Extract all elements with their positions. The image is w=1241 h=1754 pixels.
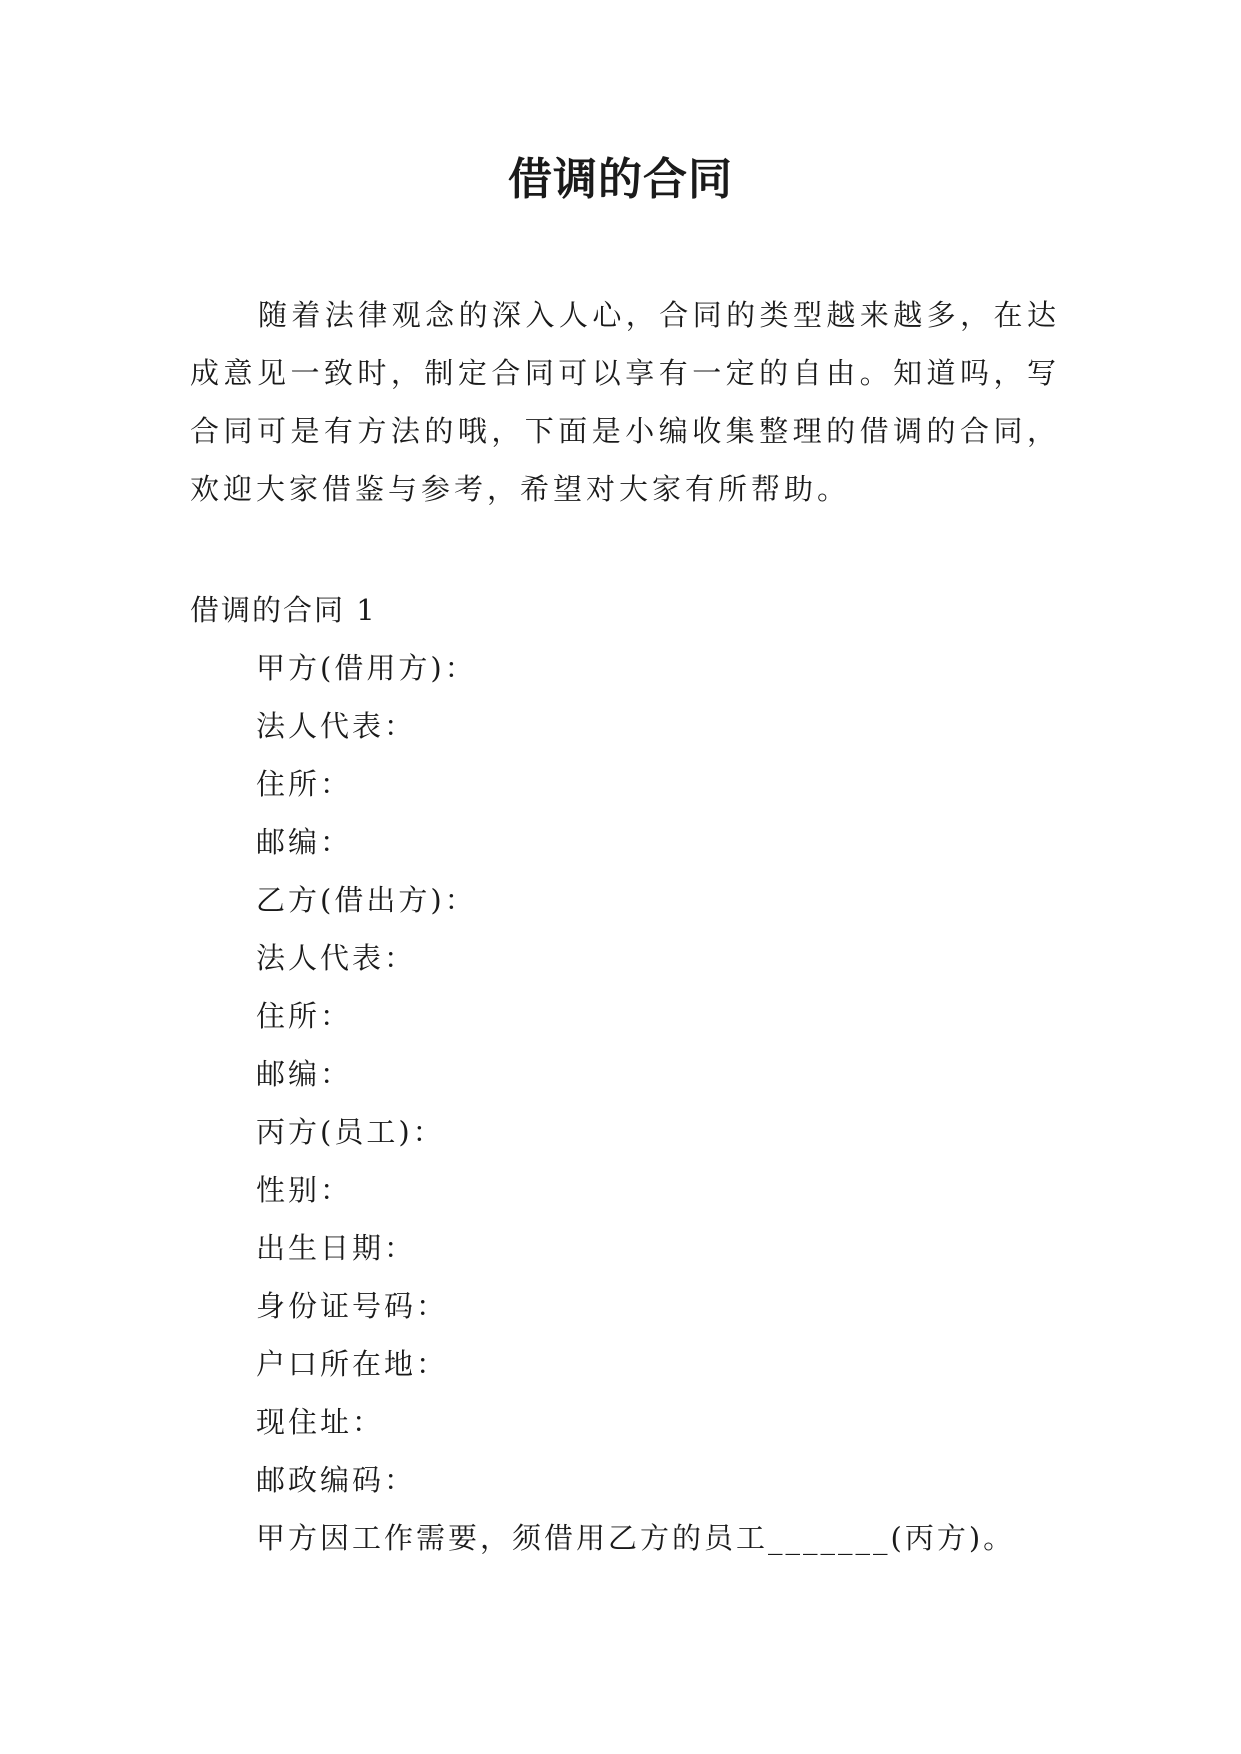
- contract-fields-list: [256, 639, 1015, 1567]
- field-party-a: 甲方(借用方)：: [256, 651, 477, 685]
- field-party-b-postcode: 邮编：: [256, 1057, 353, 1091]
- field-party-b-legal-representative: 法人代表：: [256, 941, 417, 975]
- field-party-a-legal-representative: 法人代表：: [256, 709, 417, 743]
- field-gender: 性别：: [256, 1173, 353, 1207]
- document-title: 借调的合同: [508, 154, 733, 205]
- field-current-address: 现住址：: [256, 1405, 385, 1439]
- field-party-a-address: 住所：: [256, 767, 353, 801]
- field-household-registration: 户口所在地：: [256, 1347, 449, 1381]
- field-party-c: 丙方(员工)：: [256, 1115, 445, 1149]
- field-party-a-postcode: 邮编：: [256, 825, 353, 859]
- clause-borrowing-statement: 甲方因工作需要，须借用乙方的员工_______(丙方)。: [256, 1521, 1016, 1555]
- field-postal-code: 邮政编码：: [256, 1463, 417, 1497]
- section-title: 借调的合同 1: [190, 593, 377, 627]
- field-party-b: 乙方(借出方)：: [256, 883, 477, 917]
- field-party-b-address: 住所：: [256, 999, 353, 1033]
- field-id-number: 身份证号码：: [256, 1289, 449, 1323]
- intro-paragraph: 随着法律观念的深入人心，合同的类型越来越多，在达成意见一致时，制定合同可以享有一定的自由。知道吗，写合同可是有方法的哦，下面是小编收集整理的借调的合同，欢迎大家借鉴与参考，希望对大家有所帮助。: [190, 298, 1060, 506]
- field-birth-date: 出生日期：: [256, 1231, 417, 1265]
